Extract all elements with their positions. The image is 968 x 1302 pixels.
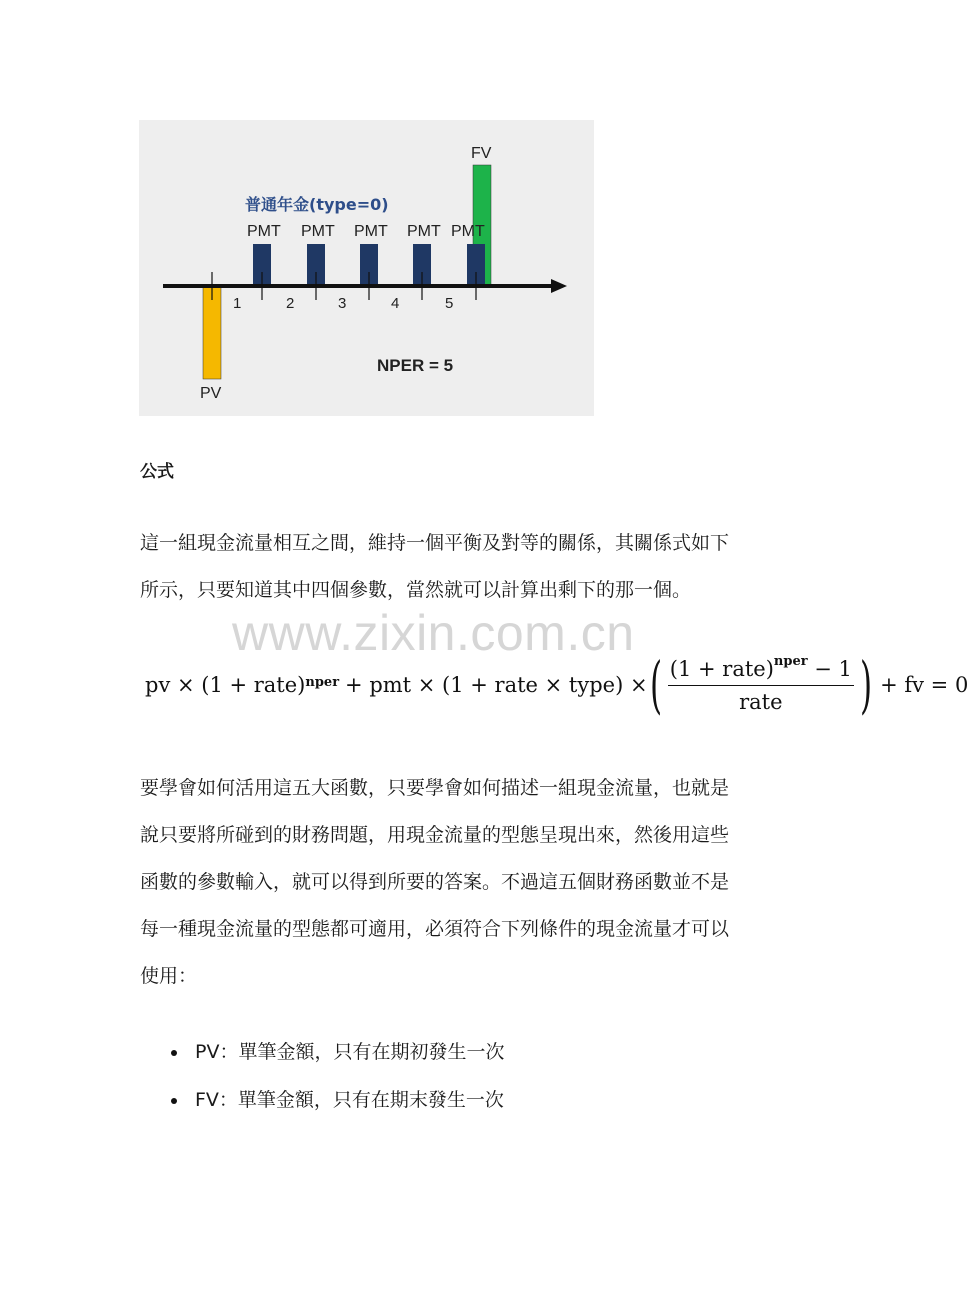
period-number: 5 bbox=[445, 295, 454, 312]
period-number: 1 bbox=[233, 295, 242, 312]
bullet-icon bbox=[171, 1050, 177, 1056]
fv-label: FV bbox=[471, 145, 492, 162]
pmt-label: PMT bbox=[301, 223, 335, 240]
list-item-text: PV：單筆金額，只有在期初發生一次 bbox=[195, 1041, 505, 1063]
paragraph-line: 這一組現金流量相互之間，維持一個平衡及對等的關係，其關係式如下 bbox=[140, 532, 730, 554]
formula-numerator: (1 + rate)$^{nper}$ − 1 bbox=[668, 657, 854, 686]
paragraph-line: 使用： bbox=[140, 965, 198, 987]
bullet-icon bbox=[171, 1098, 177, 1104]
body-paragraph bbox=[140, 765, 790, 1000]
watermark: www.zixin.com.cn bbox=[232, 605, 635, 661]
formula-fraction bbox=[668, 653, 854, 714]
pv-label: PV bbox=[200, 385, 222, 402]
paragraph-line: 所示，只要知道其中四個參數，當然就可以計算出剩下的那一個。 bbox=[140, 579, 692, 601]
period-number: 4 bbox=[391, 295, 400, 312]
paragraph-line: 要學會如何活用這五大函數，只要學會如何描述一組現金流量，也就是 bbox=[140, 777, 730, 799]
pmt-label: PMT bbox=[451, 223, 485, 240]
cash-flow-svg bbox=[139, 120, 594, 416]
formula-exponent: nper bbox=[773, 653, 808, 669]
period-number: 3 bbox=[338, 295, 347, 312]
formula-denominator: rate bbox=[739, 689, 783, 714]
formula-term-pmt: + pmt × (1 + rate × type) × bbox=[345, 673, 648, 697]
formula-left-paren: ( bbox=[649, 648, 662, 721]
list-item-text: FV：單筆金額，只有在期末發生一次 bbox=[195, 1089, 504, 1111]
time-axis-arrowhead bbox=[551, 279, 567, 293]
conditions-list bbox=[140, 1028, 504, 1124]
paragraph-line: 函數的參數輸入，就可以得到所要的答案。不過這五個財務函數並不是 bbox=[140, 871, 730, 893]
formula-term-fv: + fv = 0 bbox=[880, 673, 968, 697]
pmt-label: PMT bbox=[354, 223, 388, 240]
tvm-formula bbox=[145, 648, 968, 722]
pmt-label: PMT bbox=[407, 223, 441, 240]
formula-right-paren: ) bbox=[859, 648, 873, 721]
paragraph-line: 每一種現金流量的型態都可適用，必須符合下列條件的現金流量才可以 bbox=[140, 918, 730, 940]
intro-paragraph bbox=[140, 520, 790, 614]
paragraph-line: 說只要將所碰到的財務問題，用現金流量的型態呈現出來，然後用這些 bbox=[140, 824, 730, 846]
formula-exponent: nper bbox=[305, 674, 340, 690]
annuity-caption: 普通年金(type=0) bbox=[245, 195, 389, 214]
list-item bbox=[140, 1076, 504, 1124]
cash-flow-diagram bbox=[139, 120, 594, 416]
section-heading: 公式 bbox=[140, 462, 174, 482]
list-item bbox=[140, 1028, 504, 1076]
formula-term-pv: pv × (1 + rate) bbox=[145, 673, 306, 697]
nper-label: NPER = 5 bbox=[377, 356, 454, 375]
period-number: 2 bbox=[286, 295, 295, 312]
pmt-label: PMT bbox=[247, 223, 281, 240]
